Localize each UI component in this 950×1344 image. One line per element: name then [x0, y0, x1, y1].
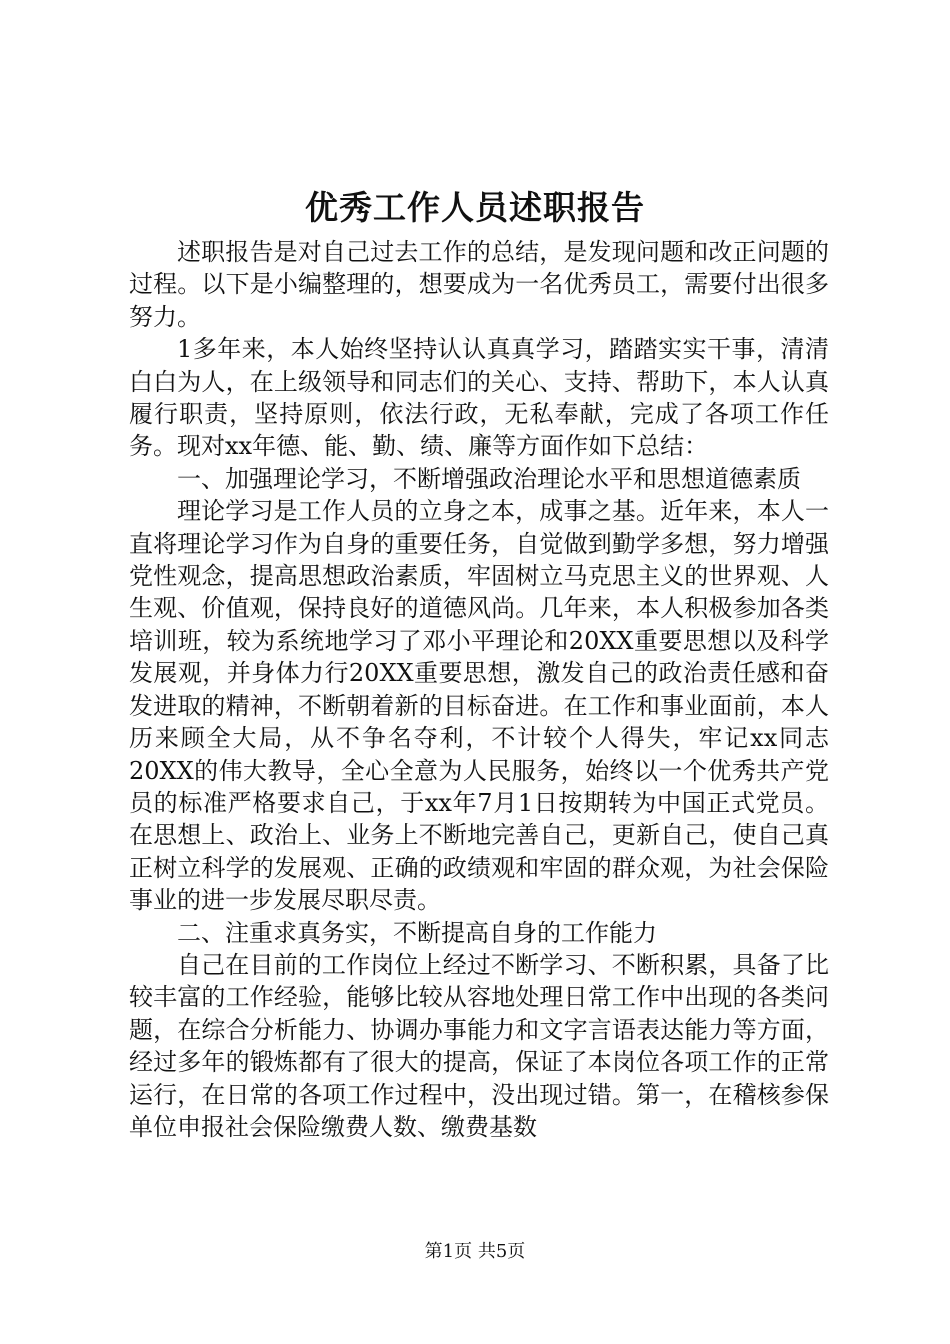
paragraph-overview: 1多年来，本人始终坚持认认真真学习，踏踏实实干事，清清白白为人，在上级领导和同志们的关心、支持、帮助下，本人认真履行职责，坚持原则，依法行政，无私奉献，完成了各项工作任务。现对xx年德、能、勤、绩、廉等方面作如下总结：: [129, 335, 829, 461]
section-heading-1: 一、加强理论学习，不断增强政治理论水平和思想道德素质: [177, 464, 801, 493]
paragraph-work-ability: 自己在目前的工作岗位上经过不断学习、不断积累，具备了比较丰富的工作经验，能够比较从容地处理日常工作中出现的各类问题，在综合分析能力、协调办事能力和文字言语表达能力等方面，经过多年的锻炼都有了很大的提高，保证了本岗位各项工作的正常运行，在日常的各项工作过程中，没出现过错。第一，在稽核参保单位申报社会保险缴费人数、缴费基数: [129, 950, 829, 1141]
paragraph-theory-study: 理论学习是工作人员的立身之本，成事之基。近年来，本人一直将理论学习作为自身的重要任务，自觉做到勤学多想，努力增强党性观念，提高思想政治素质，牢固树立马克思主义的世界观、人生观、价值观，保持良好的道德风尚。几年来，本人积极参加各类培训班，较为系统地学习了邓小平理论和20XX重要思想以及科学发展观，并身体力行20XX重要思想，激发自己的政治责任感和奋发进取的精神，不断朝着新的目标奋进。在工作和事业面前，本人历来顾全大局，从不争名夺利，不计较个人得失，牢记xx同志20XX的伟大教导，全心全意为人民服务，始终以一个优秀共产党员的标准严格要求自己，于xx年7月1日按期转为中国正式党员。在思想上、政治上、业务上不断地完善自己，更新自己，使自己真正树立科学的发展观、正确的政绩观和牢固的群众观，为社会保险事业的进一步发展尽职尽责。: [129, 497, 829, 915]
document-body: [129, 236, 829, 1143]
paragraph-intro: 述职报告是对自己过去工作的总结，是发现问题和改正问题的过程。以下是小编整理的，想要成为一名优秀员工，需要付出很多努力。: [129, 238, 829, 331]
document-title: 优秀工作人员述职报告: [305, 188, 645, 227]
section-heading-2: 二、注重求真务实，不断提高自身的工作能力: [177, 918, 657, 947]
page-footer: 第1页 共5页: [424, 1241, 526, 1262]
